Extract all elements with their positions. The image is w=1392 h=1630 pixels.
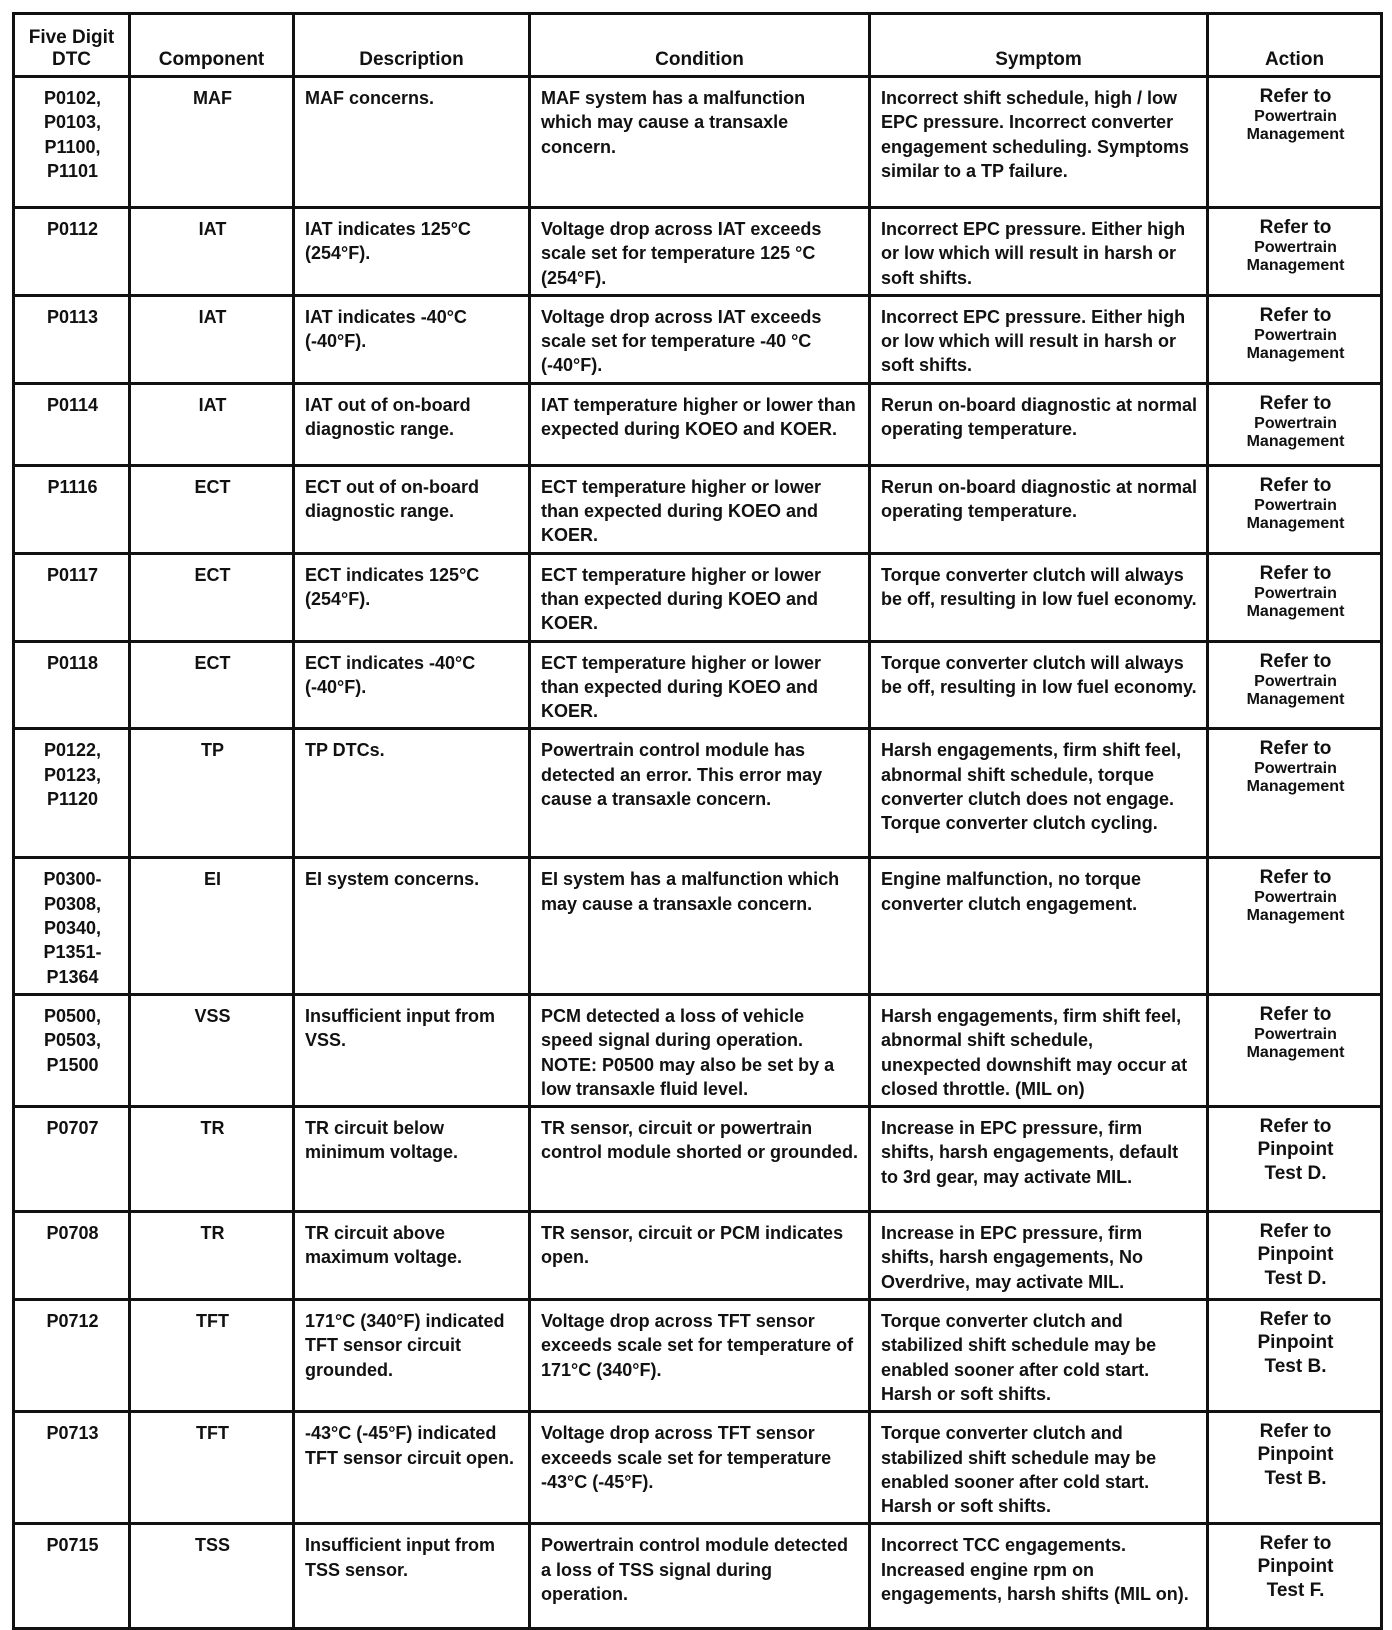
description-cell: EI system concerns. xyxy=(294,858,530,994)
action-refer: Refer to xyxy=(1259,86,1332,107)
dtc-code: P0300- xyxy=(43,869,102,890)
component-cell: EI xyxy=(130,858,294,994)
action-cell xyxy=(1208,77,1382,208)
dtc-code: P0715 xyxy=(46,1535,99,1556)
dtc-code-cell xyxy=(14,1300,130,1412)
action-cell xyxy=(1208,383,1382,465)
description-cell: IAT out of on-board diagnostic range. xyxy=(294,383,530,465)
dtc-code-cell xyxy=(14,1412,130,1524)
header-code xyxy=(14,14,130,77)
symptom-cell: Rerun on-board diagnostic at normal operating temperature. xyxy=(870,383,1208,465)
action-target: Powertrain xyxy=(1254,760,1337,778)
table-row xyxy=(14,641,1382,729)
header-row xyxy=(14,14,1382,77)
condition-cell: ECT temperature higher or lower than expected during KOEO and KOER. xyxy=(530,553,870,641)
action-refer: Refer to xyxy=(1259,392,1332,414)
action-cell xyxy=(1208,994,1382,1106)
table-row xyxy=(14,1412,1382,1524)
dtc-code: P0503, xyxy=(43,1030,102,1051)
condition-cell: Voltage drop across IAT exceeds scale set for temperature -40 °C (-40°F). xyxy=(530,295,870,383)
description-cell: Insufficient input from TSS sensor. xyxy=(294,1524,530,1629)
action-target: Powertrain xyxy=(1254,108,1337,125)
component-cell: ECT xyxy=(130,641,294,729)
action-target: Management xyxy=(1246,126,1345,143)
component-cell: TFT xyxy=(130,1300,294,1412)
dtc-code-cell xyxy=(14,465,130,553)
description-cell: ECT out of on-board diagnostic range. xyxy=(294,465,530,553)
table-row xyxy=(14,1300,1382,1412)
description-cell: ECT indicates 125°C (254°F). xyxy=(294,553,530,641)
dtc-code-cell xyxy=(14,1212,130,1300)
action-target: Pinpoint xyxy=(1257,1244,1334,1266)
dtc-code-cell xyxy=(14,553,130,641)
component-cell: TSS xyxy=(130,1524,294,1629)
dtc-code-cell xyxy=(14,858,130,994)
description-cell: ECT indicates -40°C (-40°F). xyxy=(294,641,530,729)
action-refer: Refer to xyxy=(1259,474,1332,496)
condition-cell: MAF system has a malfunction which may cause a transaxle concern. xyxy=(530,77,870,208)
description-cell: 171°C (340°F) indicated TFT sensor circuit grounded. xyxy=(294,1300,530,1412)
table-row xyxy=(14,1212,1382,1300)
condition-cell: EI system has a malfunction which may cause a transaxle concern. xyxy=(530,858,870,994)
action-target: Test B. xyxy=(1264,1468,1327,1490)
description-cell: -43°C (-45°F) indicated TFT sensor circuit open. xyxy=(294,1412,530,1524)
action-refer: Refer to xyxy=(1259,1116,1332,1138)
action-refer: Refer to xyxy=(1259,867,1332,889)
description-cell: TR circuit below minimum voltage. xyxy=(294,1107,530,1212)
dtc-code: P0122, xyxy=(43,740,102,761)
action-target: Management xyxy=(1246,432,1345,450)
action-target: Powertrain xyxy=(1254,326,1337,344)
dtc-code: P0103, xyxy=(43,112,102,133)
action-target: Pinpoint xyxy=(1257,1332,1334,1354)
table-row xyxy=(14,994,1382,1106)
action-refer: Refer to xyxy=(1259,1221,1332,1243)
symptom-cell: Torque converter clutch and stabilized shift schedule may be enabled sooner after cold start. Harsh or soft shifts. xyxy=(870,1412,1208,1524)
action-cell xyxy=(1208,1300,1382,1412)
dtc-code: P0308, xyxy=(43,893,102,914)
header-action: Action xyxy=(1208,14,1382,77)
header-code-line1: Five Digit xyxy=(28,27,115,48)
symptom-cell: Incorrect TCC engagements. Increased engine rpm on engagements, harsh shifts (MIL on). xyxy=(870,1524,1208,1629)
dtc-code: P0114 xyxy=(46,394,99,415)
action-target: Powertrain xyxy=(1254,584,1337,602)
description-cell: TR circuit above maximum voltage. xyxy=(294,1212,530,1300)
dtc-code-cell xyxy=(14,729,130,858)
dtc-code: P0118 xyxy=(46,652,99,673)
dtc-code-cell xyxy=(14,1107,130,1212)
table-row xyxy=(14,77,1382,208)
action-target: Management xyxy=(1246,257,1345,274)
symptom-cell: Torque converter clutch will always be off, resulting in low fuel economy. xyxy=(870,553,1208,641)
symptom-cell: Harsh engagements, firm shift feel, abnormal shift schedule, unexpected downshift may occur at closed throttle. (MIL on) xyxy=(870,994,1208,1106)
dtc-code: P0713 xyxy=(46,1423,99,1444)
action-target: Management xyxy=(1246,1043,1345,1061)
dtc-code: P1100, xyxy=(44,136,101,157)
table-row xyxy=(14,295,1382,383)
component-cell: TR xyxy=(130,1212,294,1300)
dtc-code: P1101 xyxy=(46,160,99,181)
table-row xyxy=(14,465,1382,553)
table-row xyxy=(14,553,1382,641)
table-row xyxy=(14,383,1382,465)
action-cell xyxy=(1208,729,1382,858)
description-cell: IAT indicates 125°C (254°F). xyxy=(294,208,530,296)
action-refer: Refer to xyxy=(1259,562,1332,584)
dtc-code: P1500 xyxy=(46,1054,99,1075)
dtc-code: P1351- xyxy=(43,942,102,963)
dtc-code: P1364 xyxy=(46,966,99,987)
dtc-code: P0707 xyxy=(46,1118,99,1139)
dtc-code: P0113 xyxy=(46,306,99,327)
action-target: Powertrain xyxy=(1254,239,1337,256)
dtc-code-cell xyxy=(14,77,130,208)
table-row xyxy=(14,729,1382,858)
dtc-code: P0117 xyxy=(46,564,99,585)
component-cell: VSS xyxy=(130,994,294,1106)
action-target: Management xyxy=(1246,907,1345,925)
header-symptom: Symptom xyxy=(870,14,1208,77)
dtc-code: P1120 xyxy=(46,789,99,810)
dtc-code: P1116 xyxy=(47,476,98,497)
component-cell: ECT xyxy=(130,465,294,553)
condition-cell: Voltage drop across TFT sensor exceeds scale set for temperature of 171°C (340°F). xyxy=(530,1300,870,1412)
action-cell xyxy=(1208,465,1382,553)
component-cell: MAF xyxy=(130,77,294,208)
component-cell: TR xyxy=(130,1107,294,1212)
dtc-table xyxy=(12,12,1383,1630)
action-cell xyxy=(1208,858,1382,994)
action-target: Pinpoint xyxy=(1257,1139,1334,1161)
condition-cell: PCM detected a loss of vehicle speed signal during operation. NOTE: P0500 may also be set by a low transaxle fluid level. xyxy=(530,994,870,1106)
action-refer: Refer to xyxy=(1259,1003,1332,1025)
condition-cell: Voltage drop across IAT exceeds scale set for temperature 125 °C (254°F). xyxy=(530,208,870,296)
dtc-code: P0708 xyxy=(46,1223,99,1244)
header-condition: Condition xyxy=(530,14,870,77)
dtc-code: P0340, xyxy=(43,918,102,939)
condition-cell: Powertrain control module has detected an error. This error may cause a transaxle concern. xyxy=(530,729,870,858)
condition-cell: IAT temperature higher or lower than expected during KOEO and KOER. xyxy=(530,383,870,465)
condition-cell: Powertrain control module detected a loss of TSS signal during operation. xyxy=(530,1524,870,1629)
dtc-code: P0500, xyxy=(43,1005,102,1026)
symptom-cell: Increase in EPC pressure, firm shifts, harsh engagements, default to 3rd gear, may activate MIL. xyxy=(870,1107,1208,1212)
condition-cell: Voltage drop across TFT sensor exceeds scale set for temperature -43°C (-45°F). xyxy=(530,1412,870,1524)
action-target: Powertrain xyxy=(1254,889,1337,907)
action-target: Management xyxy=(1246,778,1345,796)
description-cell: Insufficient input from VSS. xyxy=(294,994,530,1106)
action-cell xyxy=(1208,295,1382,383)
symptom-cell: Harsh engagements, firm shift feel, abnormal shift schedule, torque converter clutch does not engage. Torque converter clutch cycling. xyxy=(870,729,1208,858)
symptom-cell: Torque converter clutch and stabilized shift schedule may be enabled sooner after cold start. Harsh or soft shifts. xyxy=(870,1300,1208,1412)
symptom-cell: Increase in EPC pressure, firm shifts, harsh engagements, No Overdrive, may activate MIL. xyxy=(870,1212,1208,1300)
header-component: Component xyxy=(130,14,294,77)
component-cell: IAT xyxy=(130,208,294,296)
description-cell: TP DTCs. xyxy=(294,729,530,858)
dtc-code-cell xyxy=(14,994,130,1106)
symptom-cell: Torque converter clutch will always be off, resulting in low fuel economy. xyxy=(870,641,1208,729)
table-row xyxy=(14,1107,1382,1212)
action-target: Test B. xyxy=(1264,1356,1327,1378)
action-target: Powertrain xyxy=(1254,672,1337,690)
dtc-code-cell xyxy=(14,383,130,465)
action-refer: Refer to xyxy=(1259,1309,1332,1331)
condition-cell: TR sensor, circuit or PCM indicates open. xyxy=(530,1212,870,1300)
action-refer: Refer to xyxy=(1259,738,1332,760)
action-target: Powertrain xyxy=(1254,496,1337,514)
action-refer: Refer to xyxy=(1259,1533,1332,1555)
dtc-code-cell xyxy=(14,1524,130,1629)
dtc-code-cell xyxy=(14,295,130,383)
dtc-code: P0123, xyxy=(43,764,102,785)
action-cell xyxy=(1208,641,1382,729)
action-target: Management xyxy=(1246,514,1345,532)
symptom-cell: Rerun on-board diagnostic at normal operating temperature. xyxy=(870,465,1208,553)
action-target: Test F. xyxy=(1266,1580,1325,1602)
description-cell: MAF concerns. xyxy=(294,77,530,208)
condition-cell: TR sensor, circuit or powertrain control module shorted or grounded. xyxy=(530,1107,870,1212)
action-cell xyxy=(1208,208,1382,296)
action-target: Pinpoint xyxy=(1257,1444,1334,1466)
action-target: Management xyxy=(1246,344,1345,362)
action-target: Powertrain xyxy=(1254,414,1337,432)
action-cell xyxy=(1208,1212,1382,1300)
table-row xyxy=(14,858,1382,994)
action-refer: Refer to xyxy=(1259,1421,1332,1443)
symptom-cell: Engine malfunction, no torque converter clutch engagement. xyxy=(870,858,1208,994)
action-target: Pinpoint xyxy=(1257,1556,1334,1578)
description-cell: IAT indicates -40°C (-40°F). xyxy=(294,295,530,383)
symptom-cell: Incorrect EPC pressure. Either high or low which will result in harsh or soft shifts. xyxy=(870,295,1208,383)
component-cell: TFT xyxy=(130,1412,294,1524)
dtc-code-cell xyxy=(14,208,130,296)
action-cell xyxy=(1208,1107,1382,1212)
action-target: Powertrain xyxy=(1254,1025,1337,1043)
action-target: Test D. xyxy=(1264,1268,1327,1290)
condition-cell: ECT temperature higher or lower than expected during KOEO and KOER. xyxy=(530,641,870,729)
action-refer: Refer to xyxy=(1259,650,1332,672)
header-code-line2: DTC xyxy=(51,49,92,70)
action-target: Test D. xyxy=(1264,1163,1327,1185)
action-target: Management xyxy=(1246,602,1345,620)
dtc-code-cell xyxy=(14,641,130,729)
action-refer: Refer to xyxy=(1259,304,1332,326)
dtc-code: P0112 xyxy=(46,219,99,239)
table-row xyxy=(14,1524,1382,1629)
header-description: Description xyxy=(294,14,530,77)
component-cell: IAT xyxy=(130,383,294,465)
symptom-cell: Incorrect shift schedule, high / low EPC pressure. Incorrect converter engagement scheduling. Symptoms similar to a TP failure. xyxy=(870,77,1208,208)
action-target: Management xyxy=(1246,690,1345,708)
symptom-cell: Incorrect EPC pressure. Either high or low which will result in harsh or soft shifts. xyxy=(870,208,1208,296)
component-cell: TP xyxy=(130,729,294,858)
table-row xyxy=(14,208,1382,296)
action-cell xyxy=(1208,1412,1382,1524)
action-cell xyxy=(1208,1524,1382,1629)
component-cell: IAT xyxy=(130,295,294,383)
component-cell: ECT xyxy=(130,553,294,641)
dtc-code: P0712 xyxy=(46,1311,99,1332)
condition-cell: ECT temperature higher or lower than expected during KOEO and KOER. xyxy=(530,465,870,553)
action-cell xyxy=(1208,553,1382,641)
action-refer: Refer to xyxy=(1259,217,1332,238)
table-body xyxy=(14,77,1382,1629)
dtc-code: P0102, xyxy=(43,88,102,108)
